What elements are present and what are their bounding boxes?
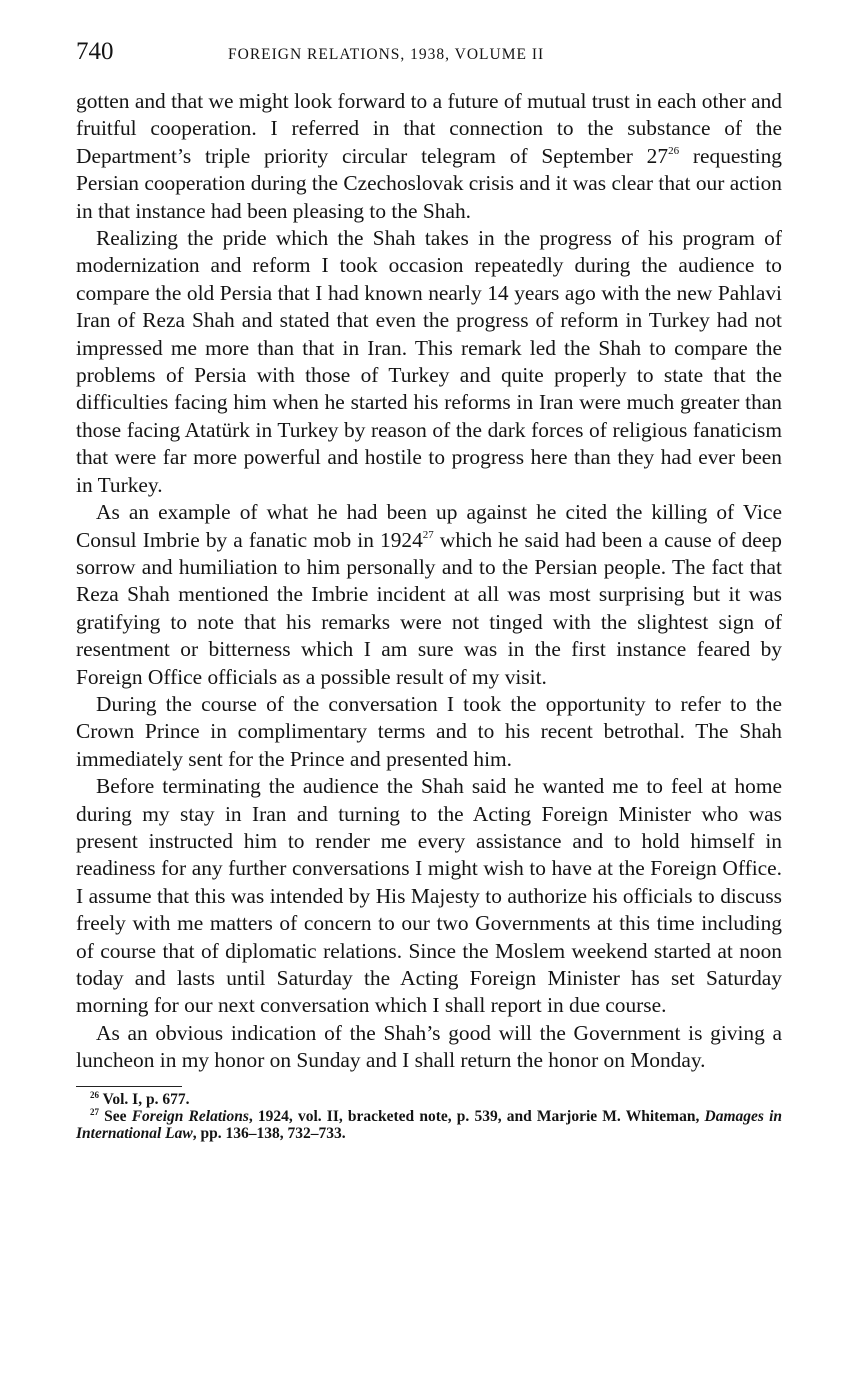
- paragraph-4: During the course of the conversation I took the opportunity to refer to the Crown Prince in complimentary terms and to his recent betrothal. The Shah immediately sent for the Prince and presented him.: [76, 691, 782, 771]
- paragraph-2: Realizing the pride which the Shah takes in the progress of his program of modernization and reform I took occasion repeatedly during the audience to compare the old Persia that I had known nearly 14 years ago with the new Pahlavi Iran of Reza Shah and stated that even the progress of reform in Turkey had not impressed me more than that in Iran. This remark led the Shah to compare the problems of Persia with those of Turkey and quite properly to state that the difficulties facing him when he started his reforms in Iran were much greater than those facing Atatürk in Turkey by reason of the dark forces of religious fanaticism that were far more powerful and hostile to progress here than they had ever been in Turkey.: [76, 226, 782, 497]
- footnote-ref-26: 26: [668, 144, 680, 157]
- footnote-ref-27: 27: [422, 528, 434, 541]
- footnote-26-mark: 26: [90, 1089, 99, 1100]
- paragraph-1-text-b: requesting Persian cooperation during the Czechoslovak crisis and it was clear that our action in that instance had been pleasing to the Shah.: [76, 143, 782, 223]
- paragraph-3-text-a: As an example of what he had been up against he cited the killing of Vice Consul Imbrie by a fanatic mob in 1924: [76, 500, 782, 552]
- footnote-divider: [76, 1086, 182, 1087]
- footnote-27-mark: 27: [90, 1106, 99, 1117]
- footnote-27-text-a: See: [99, 1107, 132, 1125]
- page-number: 740: [76, 38, 114, 65]
- footnote-26-text: Vol. I, p. 677.: [99, 1090, 190, 1108]
- footnote-27-text-c: , pp. 136–138, 732–733.: [192, 1124, 346, 1142]
- running-title: FOREIGN RELATIONS, 1938, VOLUME II: [228, 46, 545, 63]
- paragraph-6: As an obvious indication of the Shah’s good will the Government is giving a luncheon in my honor on Sunday and I shall return the honor on Monday.: [76, 1020, 782, 1073]
- footnote-27: [76, 1108, 782, 1142]
- footnote-27-title-1: Foreign Relations: [131, 1107, 249, 1125]
- paragraph-5: Before terminating the audience the Shah said he wanted me to feel at home during my stay in Iran and turning to the Acting Foreign Minister who was present instructed him to render me every assistance and to hold himself in readiness for any further conversations I might wish to have at the Foreign Office. I assume that this was intended by His Majesty to authorize his officials to discuss freely with me matters of concern to our two Governments at this time including of course that of diplomatic relations. Since the Moslem weekend started at noon today and lasts until Saturday the Acting Foreign Minister has set Saturday morning for our next conversation which I shall report in due course.: [76, 774, 782, 1018]
- document-page: [76, 38, 782, 1142]
- footnote-27-text-b: , 1924, vol. II, bracketed note, p. 539, and Marjorie M. Whiteman,: [248, 1107, 705, 1125]
- paragraph-3-text-b: which he said had been a cause of deep sorrow and humiliation to him personally and to the Persian people. The fact that Reza Shah mentioned the Imbrie incident at all was most surprising but it was gratifying to note that his remarks were not tinged with the slightest sign of resentment or bitterness which I am sure was in the first instance feared by Foreign Office officials as a possible result of my visit.: [76, 527, 782, 689]
- paragraph-3: [76, 499, 782, 691]
- footnote-26: [76, 1091, 782, 1108]
- footnotes: [76, 1091, 782, 1142]
- body-text: [76, 88, 782, 1075]
- paragraph-1: [76, 88, 782, 225]
- page-header: [76, 38, 782, 78]
- footnote-27-title-2: Damages in International Law: [76, 1107, 783, 1142]
- paragraph-1-text-a: gotten and that we might look forward to a future of mutual trust in each other and fruitful cooperation. I referred in that connection to the substance of the Department’s triple priority circular telegram of September 27: [76, 89, 782, 168]
